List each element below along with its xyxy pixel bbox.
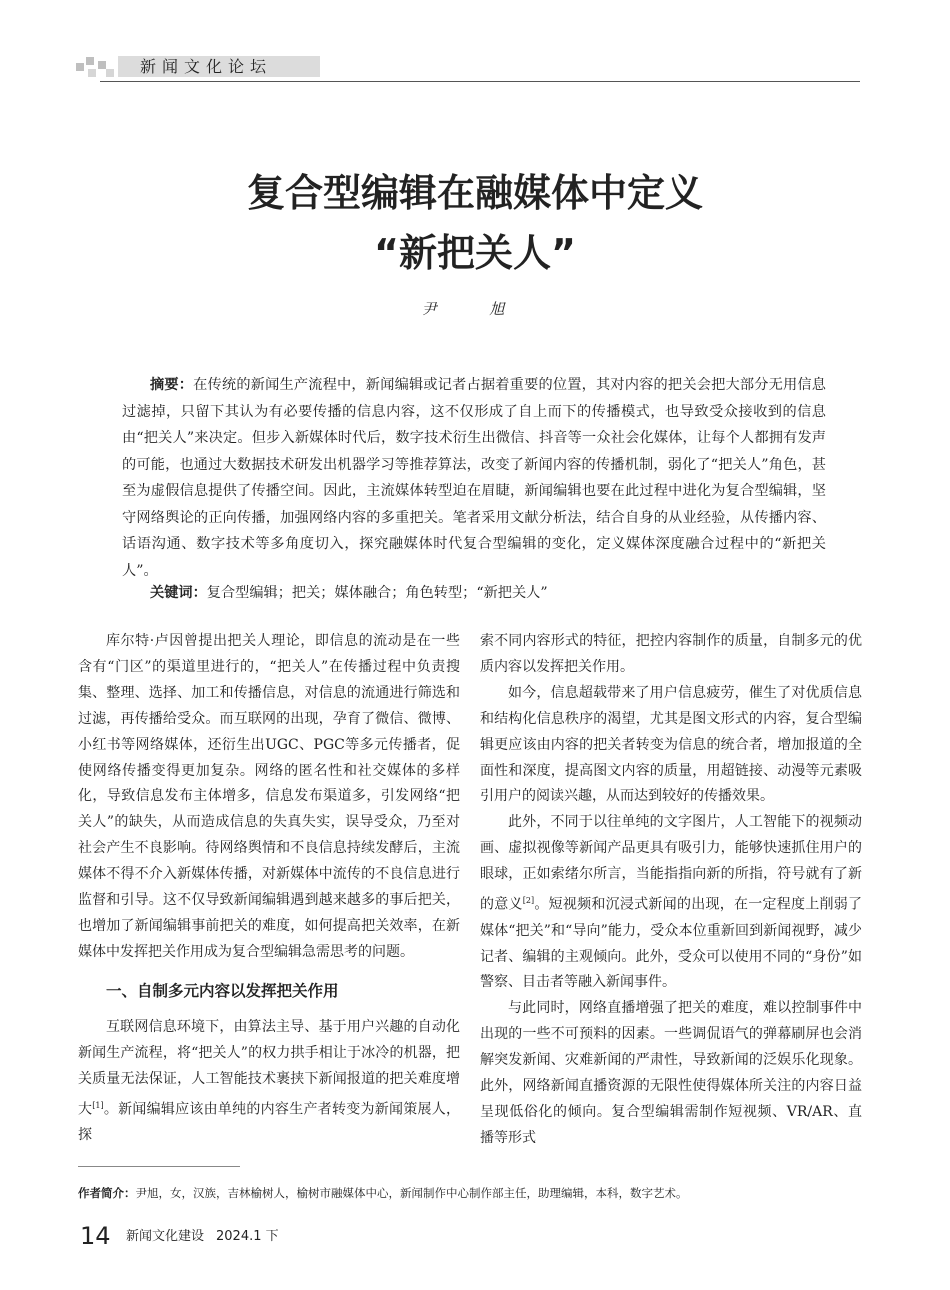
section-title: 新闻文化论坛	[118, 56, 320, 77]
article-title-line2: “新把关人”	[374, 231, 576, 275]
header-decoration	[98, 61, 106, 69]
keywords	[150, 580, 826, 606]
header-decoration	[76, 63, 84, 71]
body-column-right	[480, 629, 862, 1152]
paragraph-text: 。短视频和沉浸式新闻的出现，在一定程度上削弱了媒体“把关”和“导向”能力，受众本位重新回到新闻视野，减少记者、编辑的主观倾向。此外，受众可以使用不同的“身份”如警察、目击者等融入新闻事件。	[480, 896, 863, 991]
paragraph-text: 互联网信息环境下，由算法主导、基于用户兴趣的自动化新闻生产流程，将“把关人”的权力拱手相让于冰冷的机器，把关质量无法保证，人工智能技术裹挟下新闻报道的把关难度增大	[78, 1018, 460, 1118]
paragraph: 库尔特·卢因曾提出把关人理论，即信息的流动是在一些含有“门区”的渠道里进行的，“把关人”在传播过程中负责搜集、整理、选择、加工和传播信息，对信息的流通进行筛选和过滤，再传播给受众。而互联网的出现，孕育了微信、微博、小红书等网络媒体，还衍生出UGC、PGC等多元传播者，促使网络传播变得更加复杂。网络的匿名性和社交媒体的多样化，导致信息发布主体增多，信息发布渠道多，引发网络“把关人”的缺失，从而造成信息的失真失实，误导受众，乃至对社会产生不良影响。待网络舆情和不良信息持续发酵后，主流媒体不得不介入新媒体传播，对新媒体中流传的不良信息进行监督和引导。这不仅导致新闻编辑遇到越来越多的事后把关，也增加了新闻编辑事前把关的难度，如何提高把关效率，在新媒体中发挥把关作用成为复合型编辑急需思考的问题。	[78, 633, 460, 960]
page-number: 14	[80, 1222, 111, 1250]
paragraph: 与此同时，网络直播增强了把关的难度，难以控制事件中出现的一些不可预料的因素。一些调侃语气的弹幕刷屏也会消解突发新闻、灾难新闻的严肃性，导致新闻的泛娱乐化现象。此外，网络新闻直播资源的无限性使得媒体所关注的内容日益呈现低俗化的倾向。复合型编辑需制作短视频、VR/AR、直播等形式	[480, 1000, 862, 1146]
paragraph: 索不同内容形式的特征，把控内容制作的质量，自制多元的优质内容以发挥把关作用。	[480, 633, 862, 675]
paragraph-text: 。新闻编辑应该由单纯的内容生产者转变为新闻策展人，探	[78, 1101, 461, 1144]
paragraph-text: 此外，不同于以往单纯的文字图片，人工智能下的视频动画、虚拟视像等新闻产品更具有吸引力，能够快速抓住用户的眼球，正如索绪尔所言，当能指指向新的所指，符号就有了新的意义	[480, 814, 862, 913]
paragraph	[78, 1015, 460, 1149]
keywords-label: 关键词：	[150, 585, 207, 601]
footnote-rule	[78, 1166, 240, 1167]
keywords-text: 复合型编辑；把关；媒体融合；角色转型；“新把关人”	[206, 585, 548, 601]
reference-marker: [2]	[522, 896, 535, 906]
header-decoration	[106, 69, 114, 77]
header-decoration	[88, 69, 96, 77]
section-heading: 一、自制多元内容以发挥把关作用	[106, 981, 339, 1000]
author-footnote	[78, 1184, 862, 1202]
abstract-text: 在传统的新闻生产流程中，新闻编辑或记者占据着重要的位置，其对内容的把关会把大部分无用信息过滤掉，只留下其认为有必要传播的信息内容，这不仅形成了自上而下的传播模式，也导致受众接收到的信息由“把关人”来决定。但步入新媒体时代后，数字技术衍生出微信、抖音等一众社会化媒体，让每个人都拥有发声的可能，也通过大数据技术研发出机器学习等推荐算法，改变了新闻内容的传播机制，弱化了“把关人”角色，甚至为虚假信息提供了传播空间。因此，主流媒体转型迫在眉睫，新闻编辑也要在此过程中进化为复合型编辑，坚守网络舆论的正向传播，加强网络内容的多重把关。笔者采用文献分析法，结合自身的从业经验，从传播内容、话语沟通、数字技术等多角度切入，探究融媒体时代复合型编辑的变化，定义媒体深度融合过程中的“新把关人”。	[122, 377, 826, 579]
abstract	[122, 372, 826, 584]
paragraph: 如今，信息超载带来了用户信息疲劳，催生了对优质信息和结构化信息秩序的渴望，尤其是图文形式的内容，复合型编辑更应该由内容的把关者转变为信息的统合者，增加报道的全面性和深度，提高图文内容的质量，用超链接、动漫等元素吸引用户的阅读兴趣，从而达到较好的传播效果。	[480, 684, 862, 805]
article-title-line1: 复合型编辑在融媒体中定义	[246, 171, 703, 215]
journal-name: 新闻文化建设	[126, 1229, 205, 1244]
reference-marker: [1]	[92, 1100, 104, 1110]
footnote-text: 尹旭，女，汉族，吉林榆树人，榆树市融媒体中心，新闻制作中心制作部主任，助理编辑，本科，数字艺术。	[135, 1186, 688, 1200]
header-rule	[100, 81, 860, 82]
journal-info	[126, 1228, 291, 1246]
footnote-label: 作者简介：	[78, 1186, 136, 1200]
paragraph	[480, 810, 862, 996]
journal-issue: 2024.1 下	[216, 1229, 279, 1244]
body-column-left	[78, 629, 460, 1149]
author-name: 尹 旭	[421, 300, 529, 318]
header-decoration	[86, 57, 94, 65]
abstract-label: 摘要：	[150, 377, 194, 393]
